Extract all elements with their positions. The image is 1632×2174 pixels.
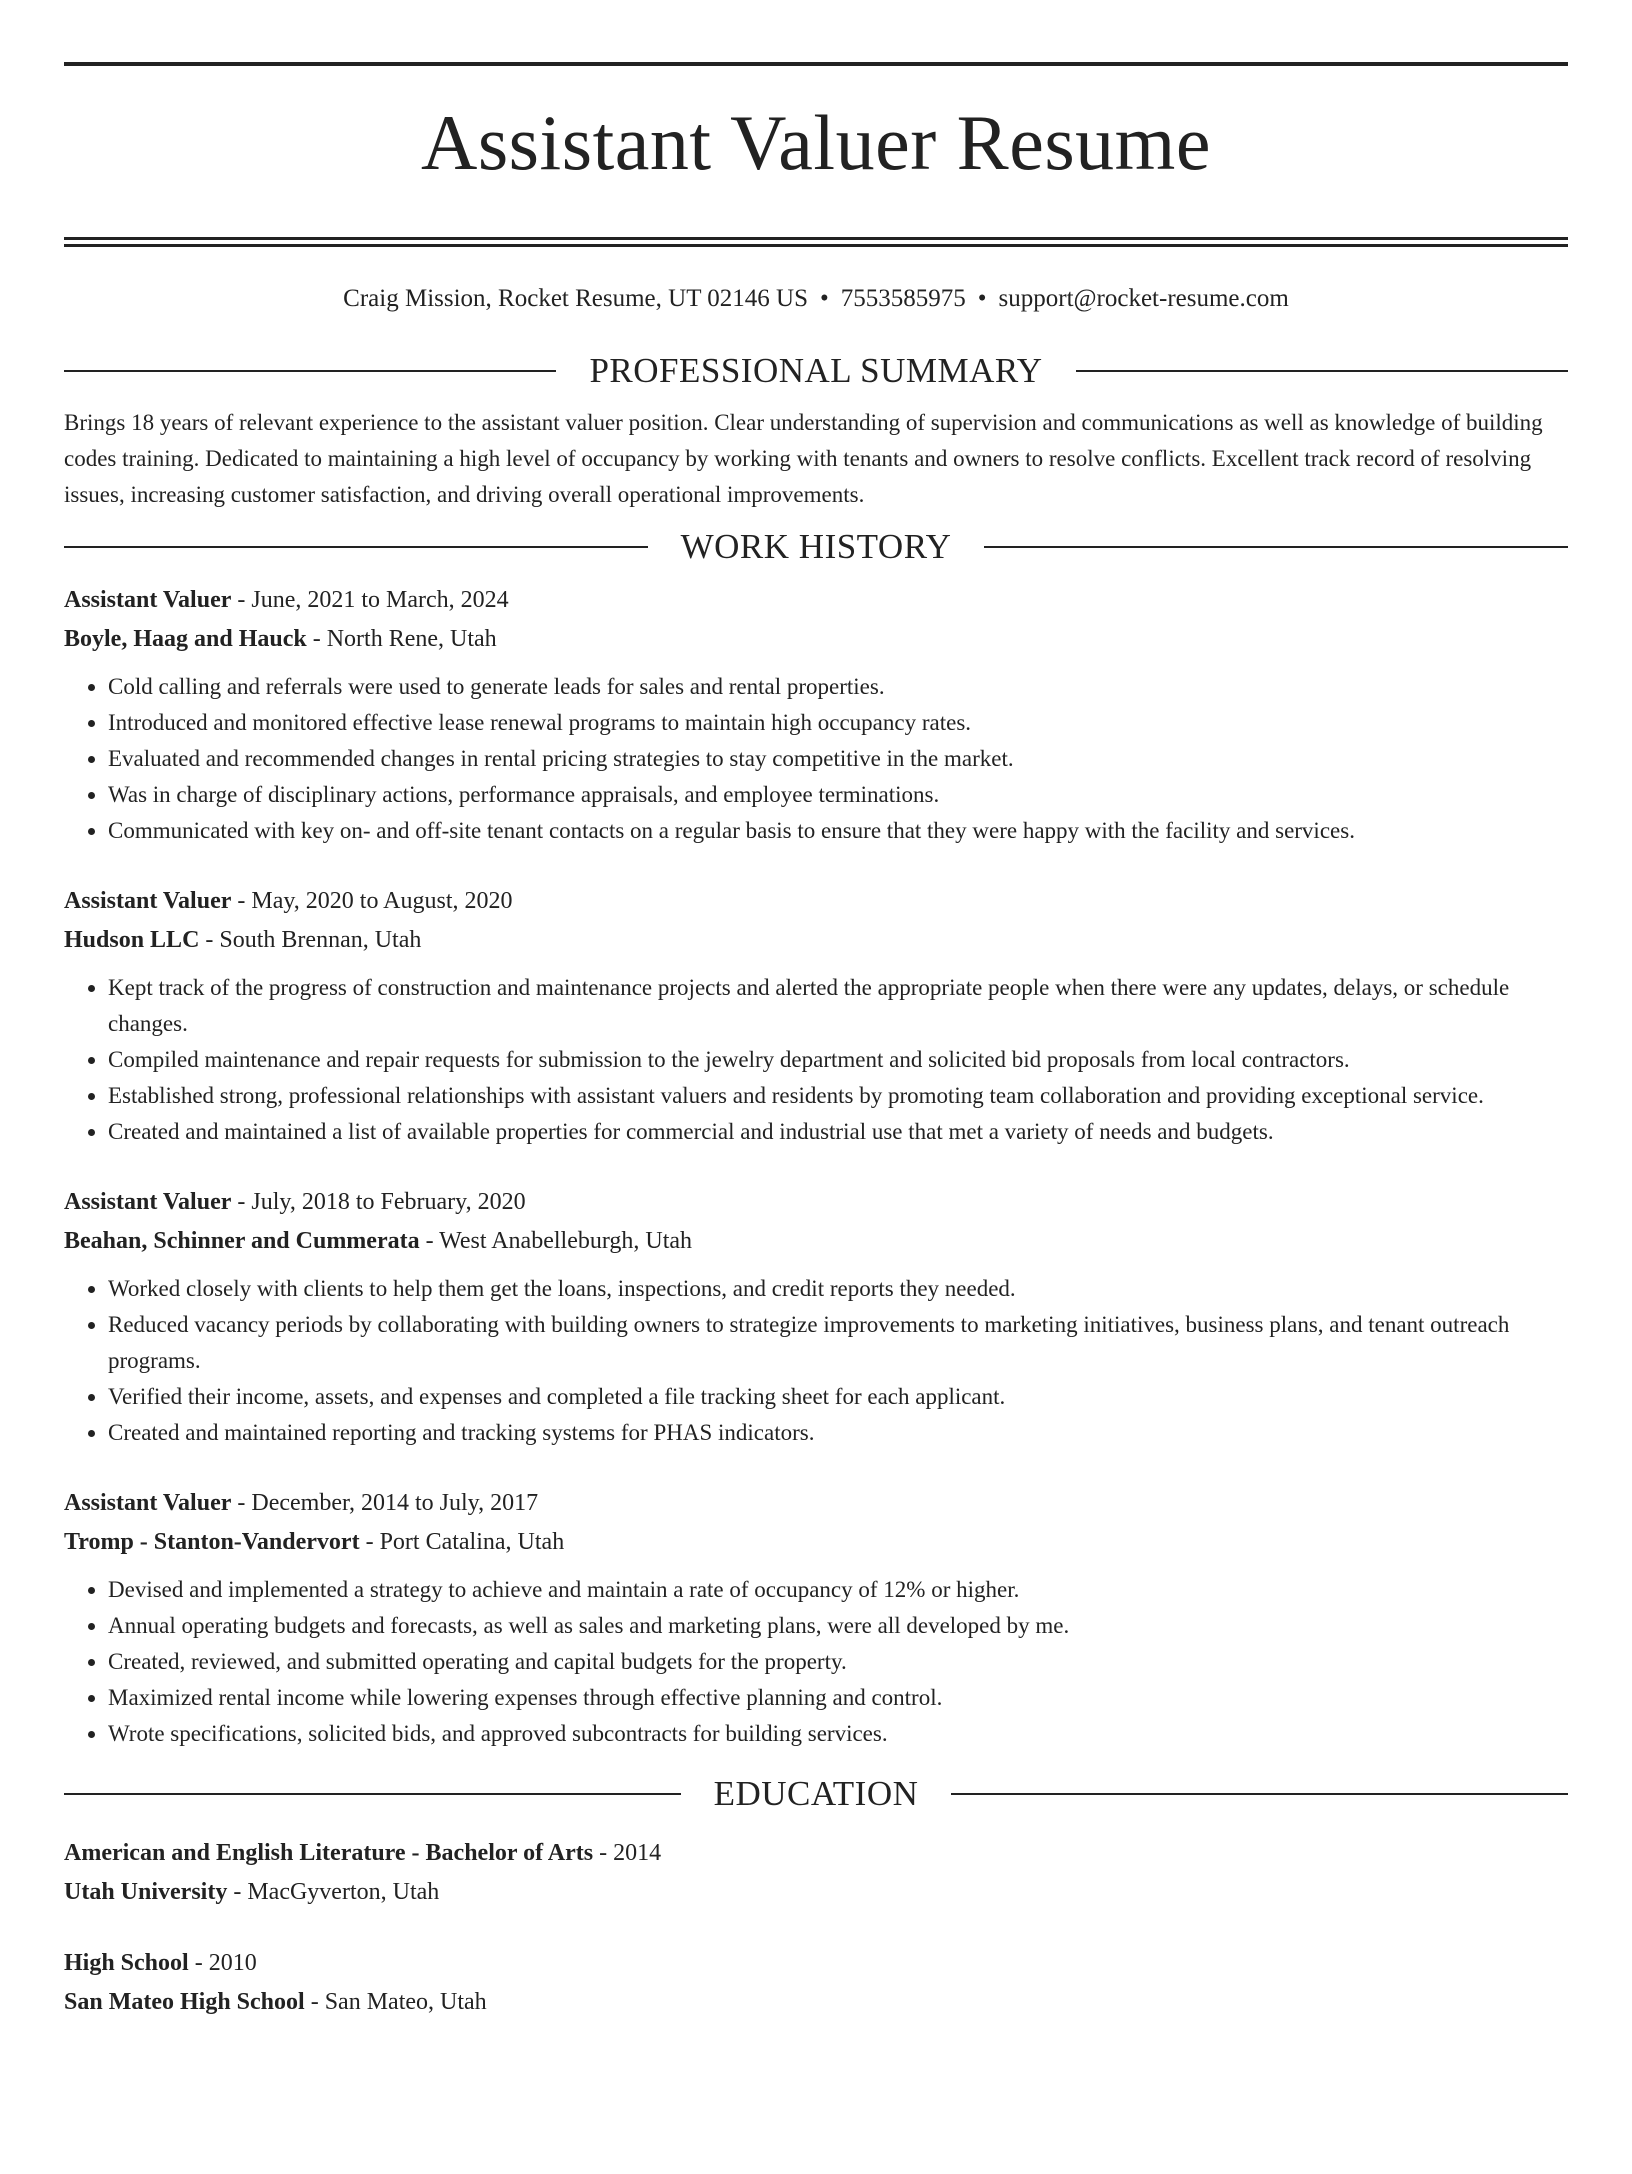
job-dates: - July, 2018 to February, 2020 bbox=[231, 1189, 526, 1215]
job-title: Assistant Valuer bbox=[64, 587, 232, 613]
job-location: - North Rene, Utah bbox=[306, 626, 497, 652]
heading-rule-left bbox=[64, 546, 648, 548]
job-bullet: • Maximized rental income while lowering expenses through effective planning and control. bbox=[108, 1680, 1568, 1716]
job-title-line bbox=[64, 581, 1568, 620]
job-bullet: • Was in charge of disciplinary actions, performance appraisals, and employee terminations. bbox=[108, 777, 1568, 813]
job-company: Tromp - Stanton-Vandervort bbox=[64, 1529, 360, 1555]
education-heading-label: EDUCATION bbox=[713, 1774, 919, 1813]
heading-rule-left bbox=[64, 370, 556, 372]
education-degree-line bbox=[64, 1944, 1568, 1983]
job-entry bbox=[64, 882, 1568, 1150]
job-bullet: • Annual operating budgets and forecasts, as well as sales and marketing plans, were all developed by me. bbox=[108, 1608, 1568, 1644]
job-bullet: • Kept track of the progress of construction and maintenance projects and alerted the appropriate people when there were any updates, delays, or schedule changes. bbox=[108, 970, 1568, 1042]
page-title: Assistant Valuer Resume bbox=[421, 99, 1211, 186]
education-location: - San Mateo, Utah bbox=[304, 1989, 487, 2015]
job-company: Beahan, Schinner and Cummerata bbox=[64, 1228, 420, 1254]
summary-text: Brings 18 years of relevant experience to the assistant valuer position. Clear understanding of supervision and communications as well as knowledge of building codes training. Dedicated to maintaining a high level of occupancy by working with tenants and owners to resolve conflicts. Excellent track record of resolving issues, increasing customer satisfaction, and driving overall operational improvements. bbox=[64, 410, 1543, 507]
job-title: Assistant Valuer bbox=[64, 1490, 232, 1516]
job-entry bbox=[64, 581, 1568, 849]
job-dates: - June, 2021 to March, 2024 bbox=[231, 587, 509, 613]
job-company: Hudson LLC bbox=[64, 927, 200, 953]
job-title: Assistant Valuer bbox=[64, 888, 232, 914]
job-location: - West Anabelleburgh, Utah bbox=[419, 1228, 693, 1254]
education-school: San Mateo High School bbox=[64, 1989, 305, 2015]
job-bullet: • Verified their income, assets, and expenses and completed a file tracking sheet for each applicant. bbox=[108, 1379, 1568, 1415]
job-bullet: • Wrote specifications, solicited bids, and approved subcontracts for building services. bbox=[108, 1716, 1568, 1752]
job-title-line bbox=[64, 882, 1568, 921]
job-title: Assistant Valuer bbox=[64, 1189, 232, 1215]
heading-rule-right bbox=[984, 546, 1568, 548]
job-location: - Port Catalina, Utah bbox=[359, 1529, 565, 1555]
job-bullet: • Created and maintained a list of available properties for commercial and industrial use that met a variety of needs and budgets. bbox=[108, 1114, 1568, 1150]
education-entry bbox=[64, 1944, 1568, 2022]
education-degree: High School bbox=[64, 1950, 189, 1976]
contact-separator: • bbox=[977, 285, 987, 312]
job-bullet: • Created, reviewed, and submitted operating and capital budgets for the property. bbox=[108, 1644, 1568, 1680]
job-bullet: • Established strong, professional relationships with assistant valuers and residents by promoting team collaboration and providing exceptional service. bbox=[108, 1078, 1568, 1114]
work-history-heading-label: WORK HISTORY bbox=[680, 527, 952, 566]
summary-heading bbox=[64, 351, 1568, 391]
heading-rule-right bbox=[951, 1793, 1568, 1795]
job-bullet: • Devised and implemented a strategy to achieve and maintain a rate of occupancy of 12% or higher. bbox=[108, 1572, 1568, 1608]
job-location: - South Brennan, Utah bbox=[199, 927, 422, 953]
work-history-heading bbox=[64, 527, 1568, 567]
summary-heading-label: PROFESSIONAL SUMMARY bbox=[589, 351, 1043, 390]
job-bullets bbox=[64, 1572, 1568, 1752]
contact-separator: • bbox=[819, 285, 829, 312]
job-bullet: • Introduced and monitored effective lease renewal programs to maintain high occupancy rates. bbox=[108, 705, 1568, 741]
job-title-line bbox=[64, 1183, 1568, 1222]
job-bullet: • Communicated with key on- and off-site tenant contacts on a regular basis to ensure that they were happy with the facility and services. bbox=[108, 813, 1568, 849]
job-bullet: • Worked closely with clients to help them get the loans, inspections, and credit reports they needed. bbox=[108, 1271, 1568, 1307]
contact-email: support@rocket-resume.com bbox=[998, 285, 1289, 312]
job-bullet: • Evaluated and recommended changes in rental pricing strategies to stay competitive in the market. bbox=[108, 741, 1568, 777]
education-year: - 2010 bbox=[188, 1950, 257, 1976]
education-heading bbox=[64, 1774, 1568, 1814]
contact-line bbox=[64, 284, 1568, 314]
contact-address: Craig Mission, Rocket Resume, UT 02146 US bbox=[343, 285, 808, 312]
heading-rule-right bbox=[1076, 370, 1568, 372]
heading-rule-left bbox=[64, 1793, 681, 1795]
education-degree-line bbox=[64, 1834, 1568, 1873]
resume-page bbox=[0, 62, 1632, 2174]
job-bullet: • Cold calling and referrals were used to generate leads for sales and rental properties. bbox=[108, 669, 1568, 705]
job-entry bbox=[64, 1183, 1568, 1451]
education-school-line bbox=[64, 1873, 1568, 1912]
job-dates: - May, 2020 to August, 2020 bbox=[231, 888, 513, 914]
job-company-line bbox=[64, 1523, 1568, 1562]
job-company-line bbox=[64, 921, 1568, 960]
job-bullets bbox=[64, 1271, 1568, 1451]
top-rule bbox=[64, 62, 1568, 66]
education-school: Utah University bbox=[64, 1879, 228, 1905]
job-bullet: • Created and maintained reporting and tracking systems for PHAS indicators. bbox=[108, 1415, 1568, 1451]
job-company-line bbox=[64, 620, 1568, 659]
job-dates: - December, 2014 to July, 2017 bbox=[231, 1490, 539, 1516]
education-location: - MacGyverton, Utah bbox=[227, 1879, 440, 1905]
education-school-line bbox=[64, 1983, 1568, 2022]
education-entry bbox=[64, 1834, 1568, 1912]
job-bullet: • Compiled maintenance and repair requests for submission to the jewelry department and solicited bid proposals from local contractors. bbox=[108, 1042, 1568, 1078]
education-degree: American and English Literature - Bachelor of Arts bbox=[64, 1840, 594, 1866]
job-company: Boyle, Haag and Hauck bbox=[64, 626, 307, 652]
job-bullet: • Reduced vacancy periods by collaborating with building owners to strategize improvements to marketing initiatives, business plans, and tenant outreach programs. bbox=[108, 1307, 1568, 1379]
contact-phone: 7553585975 bbox=[840, 285, 966, 312]
job-bullets bbox=[64, 970, 1568, 1150]
job-title-line bbox=[64, 1484, 1568, 1523]
job-company-line bbox=[64, 1222, 1568, 1261]
job-bullets bbox=[64, 669, 1568, 849]
title-double-rule bbox=[64, 237, 1568, 247]
job-entry bbox=[64, 1484, 1568, 1752]
education-year: - 2014 bbox=[593, 1840, 662, 1866]
